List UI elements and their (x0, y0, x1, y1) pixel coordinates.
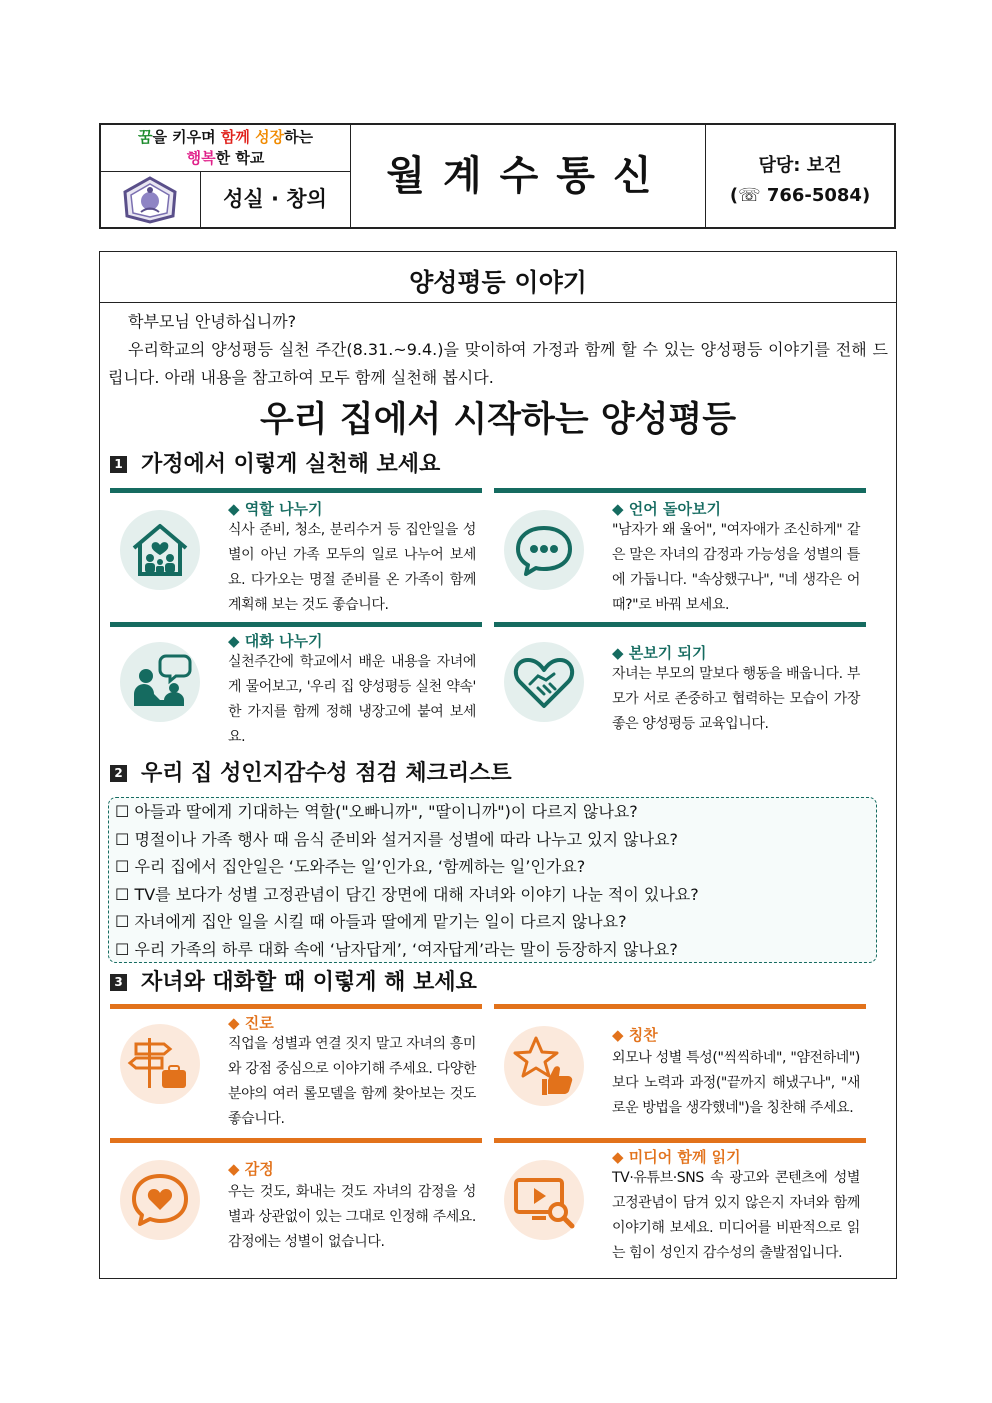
conversation-icon (120, 642, 200, 722)
card-title-text: 본보기 되기 (628, 644, 707, 662)
contact-department: 담당: 보건 (758, 155, 842, 176)
card-title: ◆ 미디어 함께 읽기 (612, 1148, 741, 1166)
checklist-item-text: 명절이나 가족 행사 때 음식 준비와 설거지를 성별에 따라 나누고 있지 않나요? (134, 829, 679, 849)
gender-sensitivity-checklist (108, 797, 877, 963)
checkbox[interactable]: ☐ (115, 884, 130, 904)
article-frame (99, 251, 897, 1279)
card-title-text: 역할 나누기 (244, 500, 323, 518)
section-3-heading (110, 968, 477, 998)
card-media-literacy (494, 1138, 866, 1266)
card-top-bar (494, 488, 866, 493)
intro-body: 우리학교의 양성평등 실천 주간(8.31.~9.4.)을 맞이하여 가정과 함께 할 수 있는 양성평등 이야기를 전해 드립니다. 아래 내용을 참고하여 모두 함께 실천해 봅시다. (108, 340, 888, 387)
speech-bubble-icon (504, 510, 584, 590)
checkbox[interactable]: ☐ (115, 939, 130, 959)
checklist-item[interactable] (115, 826, 870, 854)
newsletter-header (99, 123, 896, 229)
card-text: 자녀는 부모의 말보다 행동을 배웁니다. 부모가 서로 존중하고 협력하는 모습이 가장 좋은 양성평등 교육입니다. (612, 666, 860, 732)
card-text: 실천주간에 학교에서 배운 내용을 자녀에게 물어보고, '우리 집 양성평등 실천 약속' 한 가지를 함께 정해 냉장고에 붙여 보세요. (228, 654, 476, 745)
motto-part: 꿈 (137, 128, 153, 146)
checkbox[interactable]: ☐ (115, 912, 130, 931)
card-conversation (110, 622, 482, 750)
motto-part: 행복 (186, 149, 216, 167)
card-language-review (494, 488, 866, 616)
checkbox[interactable]: ☐ (115, 829, 130, 849)
checklist-item[interactable] (115, 853, 870, 881)
section-heading-text: 자녀와 대화할 때 이렇게 해 보세요 (141, 970, 477, 995)
card-title-text: 칭찬 (628, 1026, 658, 1044)
card-title: ◆ 역할 나누기 (228, 500, 323, 518)
section-number: 3 (110, 974, 127, 991)
card-title: ◆ 진로 (228, 1014, 274, 1032)
motto-part: 함께 (220, 128, 250, 146)
card-title: ◆ 언어 돌아보기 (612, 500, 721, 518)
checklist-item-text: 우리 집에서 집안일은 ‘도와주는 일’인가요, ‘함께하는 일’인가요? (134, 857, 586, 876)
checklist-item-text: 아들과 딸에게 기대하는 역할("오빠니까", "딸이니까")이 다르지 않나요? (134, 802, 638, 821)
section-heading-text: 우리 집 성인지감수성 점검 체크리스트 (141, 761, 512, 786)
card-role-sharing (110, 488, 482, 616)
school-emblem-logo (101, 172, 201, 227)
contact-phone: (☏ 766-5084) (729, 185, 871, 206)
article-title: 양성평등 이야기 (100, 252, 896, 303)
star-thumbs-up-icon (504, 1026, 584, 1106)
card-title: ◆ 본보기 되기 (612, 644, 707, 662)
checklist-item[interactable] (115, 908, 870, 936)
card-title: ◆ 칭찬 (612, 1026, 658, 1044)
school-motto (101, 125, 350, 172)
card-top-bar (110, 1138, 482, 1143)
card-top-bar (494, 1004, 866, 1009)
card-top-bar (110, 1004, 482, 1009)
card-top-bar (110, 622, 482, 627)
motto-part: 성장 (255, 128, 285, 146)
card-role-model (494, 622, 866, 750)
card-title-text: 감정 (244, 1160, 274, 1178)
section-number: 1 (110, 456, 127, 473)
card-top-bar (494, 1138, 866, 1143)
motto-part: 하는 (284, 128, 314, 146)
newsletter-title: 월계수통신 (351, 125, 706, 227)
card-text: 외모나 성별 특성("씩씩하네", "얌전하네")보다 노력과 과정("끝까지 해냈구나", "새로운 방법을 생각했네")을 칭찬해 주세요. (612, 1050, 860, 1116)
motto-part: 을 키우며 (152, 128, 221, 146)
section-2-heading (110, 759, 512, 789)
card-praise (494, 1004, 866, 1132)
signpost-briefcase-icon (120, 1024, 200, 1104)
card-career (110, 1004, 482, 1132)
main-heading: 우리 집에서 시작하는 양성평등 (259, 400, 737, 440)
media-search-icon (504, 1160, 584, 1240)
card-top-bar (110, 488, 482, 493)
heart-bubble-icon (120, 1160, 200, 1240)
home-family-icon (120, 510, 200, 590)
section-number: 2 (110, 765, 127, 782)
card-text: 우는 것도, 화내는 것도 자녀의 감정을 성별과 상관없이 있는 그대로 인정해 주세요. 감정에는 성별이 없습니다. (228, 1184, 476, 1250)
checkbox[interactable]: ☐ (115, 857, 130, 876)
intro-greeting: 학부모님 안녕하십니까? (128, 312, 297, 331)
contact-info (706, 125, 894, 227)
card-top-bar (494, 622, 866, 627)
card-text: 직업을 성별과 연결 짓지 말고 자녀의 흥미와 강점 중심으로 이야기해 주세요. 다양한 분야의 여러 롤모델을 함께 찾아보는 것도 좋습니다. (228, 1036, 476, 1127)
checklist-item-text: TV를 보다가 성별 고정관념이 담긴 장면에 대해 자녀와 이야기 나눈 적이 있나요? (134, 884, 699, 904)
checkbox[interactable]: ☐ (115, 802, 130, 821)
heart-handshake-icon (504, 642, 584, 722)
checklist-item-text: 우리 가족의 하루 대화 속에 ‘남자답게’, ‘여자답게’라는 말이 등장하지 않나요? (134, 939, 678, 959)
section-heading-text: 가정에서 이렇게 실천해 보세요 (141, 452, 441, 477)
card-title: ◆ 대화 나누기 (228, 632, 323, 650)
card-text: 식사 준비, 청소, 분리수거 등 집안일을 성별이 아닌 가족 모두의 일로 나누어 보세요. 다가오는 명절 준비를 온 가족이 함께 계획해 보는 것도 좋습니다. (228, 522, 476, 613)
checklist-item[interactable] (115, 798, 870, 826)
card-text: "남자가 왜 울어", "여자애가 조신하게" 같은 말은 자녀의 감정과 가능성을 성별의 틀에 가둡니다. "속상했구나", "네 생각은 어때?"로 바꿔 보세요. (612, 522, 860, 613)
school-slogan: 성실 · 창의 (223, 187, 327, 211)
card-text: TV·유튜브·SNS 속 광고와 콘텐츠에 성별 고정관념이 담겨 있지 않은지 자녀와 함께 이야기해 보세요. 미디어를 비판적으로 읽는 힘이 성인지 감수성의 출발점입니다. (612, 1170, 860, 1261)
card-title: ◆ 감정 (228, 1160, 274, 1178)
checklist-item[interactable] (115, 881, 870, 909)
card-title-text: 대화 나누기 (244, 632, 323, 650)
card-emotion (110, 1138, 482, 1266)
section-1-heading (110, 450, 440, 480)
card-title-text: 진로 (244, 1014, 274, 1032)
checklist-item-text: 자녀에게 집안 일을 시킬 때 아들과 딸에게 맡기는 일이 다르지 않나요? (134, 912, 627, 931)
motto-part: 한 학교 (215, 149, 265, 167)
intro-text (108, 308, 888, 392)
card-title-text: 미디어 함께 읽기 (628, 1148, 741, 1166)
checklist-item[interactable] (115, 936, 870, 964)
card-title-text: 언어 돌아보기 (628, 500, 721, 518)
school-info-cell (101, 125, 351, 227)
